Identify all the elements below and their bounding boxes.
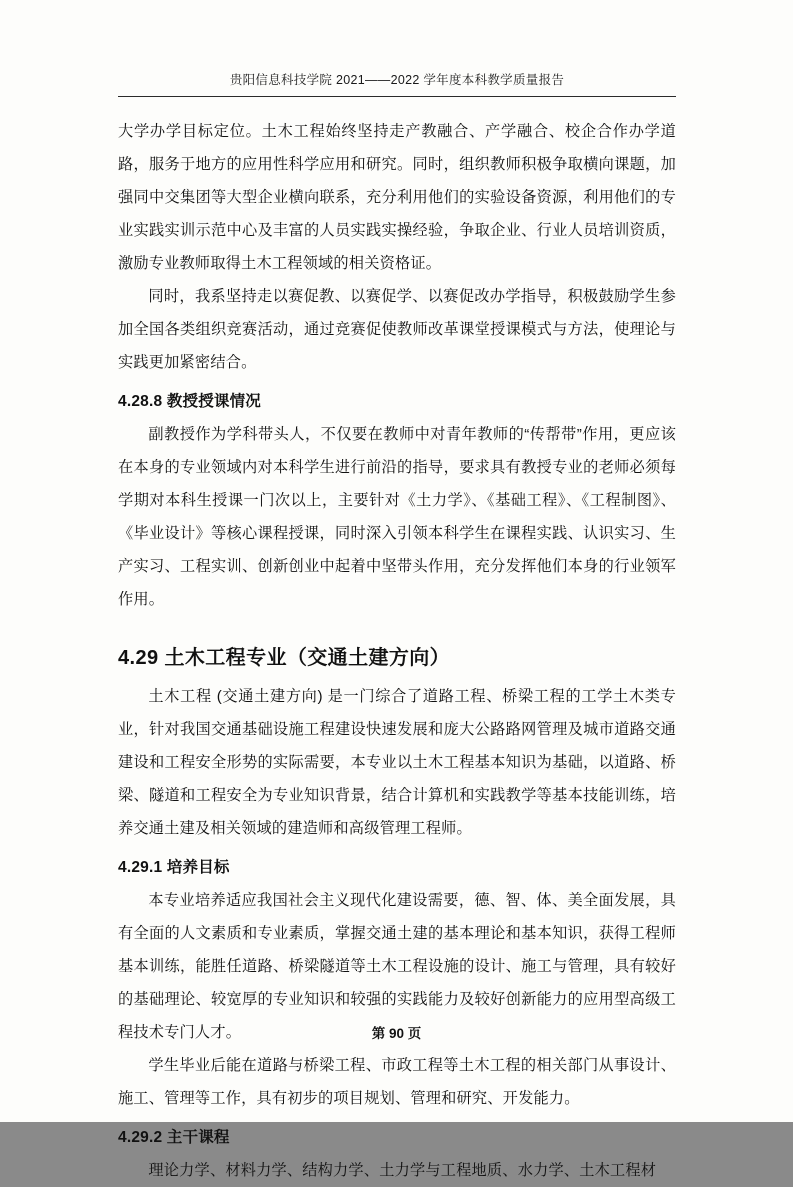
paragraph: 副教授作为学科带头人，不仅要在教师中对青年教师的“传帮带”作用，更应该在本身的专业领域内对本科学生进行前沿的指导，要求具有教授专业的老师必须每学期对本科生授课一门次以上，主要针对《土力学》、《基础工程》、《工程制图》、《毕业设计》等核心课程授课，同时深入引领本科学生在课程实践、认识实习、生产实习、工程实训、创新创业中起着中坚带头作用，充分发挥他们本身的行业领军作用。: [118, 426, 676, 608]
section-subheading: 4.29.2 主干课程: [118, 1129, 230, 1146]
paragraph: 本专业培养适应我国社会主义现代化建设需要，德、智、体、美全面发展，具有全面的人文素质和专业素质，掌握交通土建的基本理论和基本知识，获得工程师基本训练，能胜任道路、桥梁隧道等土木工程设施的设计、施工与管理，具有较好的基础理论、较宽厚的专业知识和较强的实践能力及较好创新能力的应用型高级工程技术专门人才。: [118, 892, 676, 1041]
page-header: 贵阳信息科技学院 2021——2022 学年度本科教学质量报告: [229, 73, 565, 87]
page-content: [118, 70, 676, 1187]
page-number: 第 90 页: [371, 1026, 422, 1041]
paragraph: 大学办学目标定位。土木工程始终坚持走产教融合、产学融合、校企合作办学道路，服务于地方的应用性科学应用和研究。同时，组织教师积极争取横向课题，加强同中交集团等大型企业横向联系，充分利用他们的实验设备资源，利用他们的专业实践实训示范中心及丰富的人员实践实操经验，争取企业、行业人员培训资质，激励专业教师取得土木工程领域的相关资格证。: [118, 123, 676, 272]
paragraph: 理论力学、材料力学、结构力学、土力学与工程地质、水力学、土木工程材: [148, 1162, 657, 1179]
section-heading: 4.29 土木工程专业（交通土建方向）: [118, 647, 451, 669]
header-divider: [118, 96, 676, 97]
paragraph: 土木工程 (交通土建方向) 是一门综合了道路工程、桥梁工程的工学土木类专业，针对我国交通基础设施工程建设快速发展和庞大公路路网管理及城市道路交通建设和工程安全形势的实际需要，本专业以土木工程基本知识为基础，以道路、桥梁、隧道和工程安全为专业知识背景，结合计算机和实践教学等基本技能训练，培养交通土建及相关领域的建造师和高级管理工程师。: [118, 688, 676, 837]
section-subheading: 4.29.1 培养目标: [118, 859, 230, 876]
paragraph: 同时，我系坚持走以赛促教、以赛促学、以赛促改办学指导，积极鼓励学生参加全国各类组织竞赛活动，通过竞赛促使教师改革课堂授课模式与方法，使理论与实践更加紧密结合。: [118, 288, 676, 371]
paragraph: 学生毕业后能在道路与桥梁工程、市政工程等土木工程的相关部门从事设计、施工、管理等工作，具有初步的项目规划、管理和研究、开发能力。: [118, 1057, 676, 1107]
section-subheading: 4.28.8 教授授课情况: [118, 393, 262, 410]
